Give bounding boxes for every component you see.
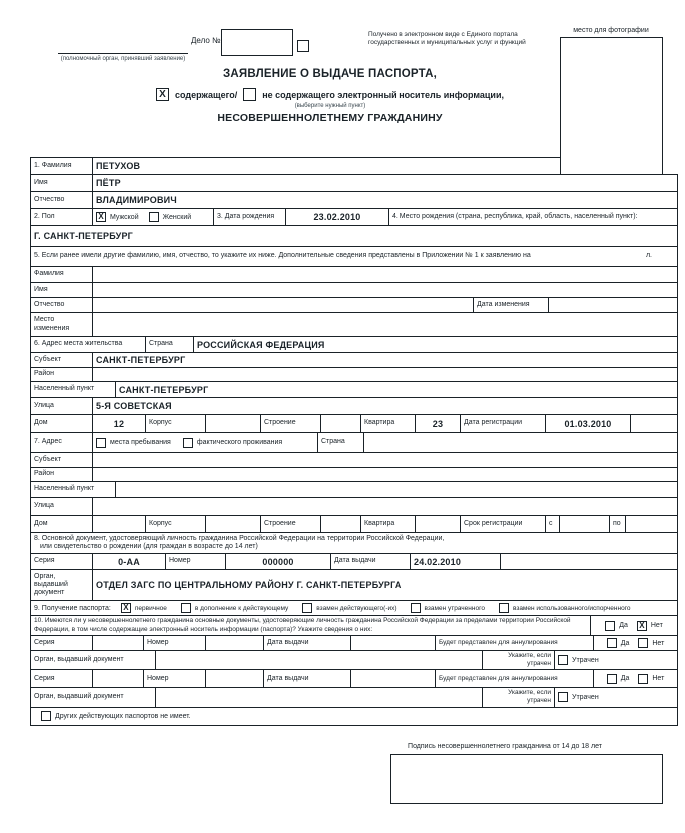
row-sex-birthdate xyxy=(30,208,678,226)
authority-line xyxy=(58,53,188,54)
stay-term-to-value[interactable] xyxy=(626,516,677,532)
egov-note: Получено в электронном виде с Единого портала государственных и муниципальных услуг и функций xyxy=(368,31,526,47)
other-docs-yes-label: Да xyxy=(619,622,628,629)
row-doc-series xyxy=(30,553,678,570)
name-value[interactable]: ПЁТР xyxy=(96,178,121,188)
residence-house-extra xyxy=(631,415,677,432)
otherdoc1-issued-value[interactable] xyxy=(351,636,436,650)
otherdoc1-issuer-value[interactable] xyxy=(156,651,483,669)
name-label: Имя xyxy=(31,175,93,191)
residence-stroenie-label: Строение xyxy=(261,415,321,432)
residence-street-label: Улица xyxy=(31,398,93,414)
otherdoc1-series-label: Серия xyxy=(31,636,93,650)
case-number-label: Дело № xyxy=(191,36,221,45)
stay-country-value[interactable] xyxy=(364,433,677,452)
stay-district-label: Район xyxy=(31,468,93,481)
doc-series-extra xyxy=(501,554,677,569)
stay-korpus-value[interactable] xyxy=(206,516,261,532)
otherdoc1-annul-answer xyxy=(594,636,677,650)
no-other-passports-label: Других действующих паспортов не имеет. xyxy=(55,712,191,720)
receive-additional-label: в дополнение к действующему xyxy=(194,604,289,612)
otherdoc1-issuer-label: Орган, выдавший документ xyxy=(31,651,156,669)
stay-term-from-value[interactable] xyxy=(560,516,610,532)
otherdoc2-annul-answer xyxy=(594,670,677,687)
row-prev-name xyxy=(30,282,678,298)
row-otherdoc1-issuer xyxy=(30,650,678,670)
section8-note-cell xyxy=(31,533,677,553)
sex-female-checkbox[interactable] xyxy=(149,212,159,222)
other-docs-no-checkbox[interactable]: X xyxy=(637,621,647,631)
doc-issuer-label: Орган, выдавший документ xyxy=(31,570,93,600)
section8-note-line1: 8. Основной документ, удостоверяющий личность гражданина Российской Федерации на территории Российской Федерации, xyxy=(34,535,445,542)
actual-place-label: фактического проживания xyxy=(196,439,283,446)
row-residence-street xyxy=(30,397,678,415)
residence-korpus-value[interactable] xyxy=(206,415,261,432)
otherdoc1-issued-label: Дата выдачи xyxy=(264,636,351,650)
otherdoc2-issuer-value[interactable] xyxy=(156,688,483,706)
residence-flat-label: Квартира xyxy=(361,415,416,432)
containing-chip-label: содержащего/ xyxy=(175,89,238,100)
egov-checkbox[interactable] xyxy=(297,40,309,52)
row-change-place xyxy=(30,312,678,337)
other-docs-answer xyxy=(591,616,677,635)
otherdoc1-series-value[interactable] xyxy=(93,636,144,650)
actual-place-checkbox[interactable] xyxy=(183,438,193,448)
otherdoc2-lost-hint: Укажите, если утрачен xyxy=(483,688,555,706)
residence-settlement-label: Населенный пункт xyxy=(31,382,116,397)
otherdoc2-issued-value[interactable] xyxy=(351,670,436,687)
row-patronymic xyxy=(30,191,678,209)
surname-value[interactable]: ПЕТУХОВ xyxy=(96,161,141,171)
residence-subject-value[interactable]: САНКТ-ПЕТЕРБУРГ xyxy=(96,355,186,365)
stay-flat-value[interactable] xyxy=(416,516,461,532)
residence-district-value[interactable] xyxy=(93,368,677,381)
form-title-line2: НЕСОВЕРШЕННОЛЕТНЕМУ ГРАЖДАНИНУ xyxy=(217,112,443,124)
stay-term-to-label: по xyxy=(610,516,626,532)
doc-issuer-value[interactable]: ОТДЕЛ ЗАГС ПО ЦЕНТРАЛЬНОМУ РАЙОНУ Г. САНКТ-ПЕТЕРБУРГА xyxy=(96,580,402,590)
stay-house-value[interactable] xyxy=(93,516,146,532)
otherdoc1-annul-no-checkbox[interactable] xyxy=(638,638,648,648)
receive-primary-label: первичное xyxy=(134,604,167,612)
prev-surname-value[interactable] xyxy=(93,267,677,282)
row-otherdoc2-series xyxy=(30,669,678,688)
residence-subject-label: Субъект xyxy=(31,353,93,367)
row-residence-country xyxy=(30,336,678,353)
row-stay-address xyxy=(30,432,678,453)
form-title-line1: ЗАЯВЛЕНИЕ О ВЫДАЧЕ ПАСПОРТА, xyxy=(223,68,437,80)
residence-street-value[interactable]: 5-Я СОВЕТСКАЯ xyxy=(96,401,172,411)
signature-caption: Подпись несовершеннолетнего гражданина от 14 до 18 лет xyxy=(408,743,602,750)
otherdoc1-annul-no-label: Нет xyxy=(652,639,665,647)
form-title-block xyxy=(30,68,630,124)
not-containing-chip-checkbox[interactable] xyxy=(243,88,256,101)
stay-stroenie-label: Строение xyxy=(261,516,321,532)
row-stay-subject xyxy=(30,452,678,468)
otherdoc1-annul-yes-label: Да xyxy=(620,639,630,647)
sex-options xyxy=(93,209,214,225)
row-residence-settlement xyxy=(30,381,678,398)
otherdoc1-lost-hint: Укажите, если утрачен xyxy=(483,651,555,669)
form-table xyxy=(30,158,678,726)
stay-address-label: 7. Адрес xyxy=(31,433,93,452)
change-date-value[interactable] xyxy=(549,298,677,312)
residence-house-value[interactable]: 12 xyxy=(93,415,146,432)
prev-surname-label: Фамилия xyxy=(31,267,93,282)
otherdoc2-number-value[interactable] xyxy=(206,670,264,687)
otherdoc2-annul-yes-label: Да xyxy=(620,675,630,683)
doc-number-value[interactable]: 000000 xyxy=(226,554,331,569)
doc-issued-label: Дата выдачи xyxy=(331,554,411,569)
row-surname xyxy=(30,157,561,175)
residence-stroenie-value[interactable] xyxy=(321,415,361,432)
stay-settlement-value[interactable] xyxy=(116,482,677,497)
otherdoc1-number-value[interactable] xyxy=(206,636,264,650)
otherdoc2-series-label: Серия xyxy=(31,670,93,687)
stay-street-label: Улица xyxy=(31,498,93,515)
receive-replace-valid-checkbox[interactable] xyxy=(302,603,312,613)
otherdoc2-annul-no-checkbox[interactable] xyxy=(638,674,648,684)
row-stay-district xyxy=(30,467,678,482)
stay-address-options xyxy=(93,433,318,452)
residence-country-value[interactable]: РОССИЙСКАЯ ФЕДЕРАЦИЯ xyxy=(197,339,325,350)
row-otherdoc1-series xyxy=(30,635,678,651)
birthplace-label: 4. Место рождения (страна, республика, край, область, населенный пункт): xyxy=(392,212,638,220)
stay-stroenie-value[interactable] xyxy=(321,516,361,532)
otherdoc2-issuer-label: Орган, выдавший документ xyxy=(31,688,156,706)
row-receive-type xyxy=(30,600,678,616)
otherdoc2-annul-no-label: Нет xyxy=(652,675,665,683)
otherdoc1-lost-checkbox[interactable] xyxy=(558,655,568,665)
section8-note-line2: или свидетельство о рождении (для граждан в возрасте до 14 лет) xyxy=(40,543,258,551)
row-residence-district xyxy=(30,367,678,382)
case-number-field[interactable] xyxy=(221,29,293,56)
residence-regdate-label: Дата регистрации xyxy=(461,415,546,432)
residence-house-label: Дом xyxy=(31,415,93,432)
authority-caption: (полномочный орган, принявший заявление) xyxy=(60,56,186,62)
stay-place-label: места пребывания xyxy=(110,439,171,446)
section5-note-cell xyxy=(31,247,677,266)
otherdoc1-annul-label: Будет представлен для аннулирования xyxy=(436,636,594,650)
change-place-label: Место изменения xyxy=(31,313,93,336)
row-doc-issuer xyxy=(30,569,678,601)
row-section5-note xyxy=(30,246,678,267)
otherdoc2-lost-checkbox[interactable] xyxy=(558,692,568,702)
stay-subject-label: Субъект xyxy=(31,453,93,467)
otherdoc2-annul-yes-checkbox[interactable] xyxy=(607,674,617,684)
otherdoc2-issued-label: Дата выдачи xyxy=(264,670,351,687)
containing-chip-checkbox[interactable]: X xyxy=(156,88,169,101)
residence-settlement-value[interactable]: САНКТ-ПЕТЕРБУРГ xyxy=(119,384,209,395)
other-docs-question: 10. Имеются ли у несовершеннолетнего гражданина основные документы, удостоверяющие личность гражданина Российской Федерации за пределами территории Российской Федерации, в том числе содержащие электронный носитель информации (паспорта)? Укажите сведения о них: xyxy=(31,616,591,635)
no-other-passports-checkbox[interactable] xyxy=(41,711,51,721)
stay-place-checkbox[interactable] xyxy=(96,438,106,448)
choose-option-hint: (выберите нужный пункт) xyxy=(294,103,366,109)
doc-issued-value[interactable]: 24.02.2010 xyxy=(411,554,501,569)
prev-patronymic-label: Отчество xyxy=(31,298,93,312)
stay-district-value[interactable] xyxy=(93,468,677,481)
sex-male-checkbox[interactable]: X xyxy=(96,212,106,222)
otherdoc2-lost-label: Утрачен xyxy=(572,693,599,701)
section5-sheets-label: л. xyxy=(645,252,652,260)
birthdate-value[interactable]: 23.02.2010 xyxy=(286,209,389,225)
photo-placeholder-label: место для фотографии xyxy=(573,27,649,34)
prev-name-label: Имя xyxy=(31,283,93,297)
sex-male-label: Мужской xyxy=(110,213,139,221)
receive-replace-lost-checkbox[interactable] xyxy=(411,603,421,613)
other-docs-yes-checkbox[interactable] xyxy=(605,621,615,631)
stay-flat-label: Квартира xyxy=(361,516,416,532)
patronymic-value[interactable]: ВЛАДИМИРОВИЧ xyxy=(96,195,177,205)
stay-term-from-label: с xyxy=(546,516,560,532)
otherdoc2-annul-label: Будет представлен для аннулирования xyxy=(436,670,594,687)
not-containing-chip-label: не содержащего электронный носитель информации, xyxy=(262,89,504,100)
doc-series-value[interactable]: 0-АА xyxy=(93,554,166,569)
otherdoc1-number-label: Номер xyxy=(144,636,206,650)
surname-label: 1. Фамилия xyxy=(31,158,93,174)
stay-subject-value[interactable] xyxy=(93,453,677,467)
stay-settlement-label: Населенный пункт xyxy=(31,482,116,497)
receive-primary-checkbox[interactable]: X xyxy=(121,603,131,613)
change-place-value[interactable] xyxy=(93,313,677,336)
prev-name-value[interactable] xyxy=(93,283,677,297)
receive-replace-lost-label: взамен утраченного xyxy=(424,604,485,612)
otherdoc1-lost-label: Утрачен xyxy=(572,656,599,664)
sex-female-label: Женский xyxy=(162,213,192,221)
otherdoc1-annul-yes-checkbox[interactable] xyxy=(607,638,617,648)
row-residence-house xyxy=(30,414,678,433)
residence-flat-value[interactable]: 23 xyxy=(416,415,461,432)
row-other-docs-question xyxy=(30,615,678,636)
receive-additional-checkbox[interactable] xyxy=(181,603,191,613)
doc-number-label: Номер xyxy=(166,554,226,569)
section5-note: 5. Если ранее имели другие фамилию, имя, отчество, то укажите их ниже. Дополнительные сведения представлены в Приложении № 1 к заявлению на xyxy=(34,252,531,260)
row-stay-settlement xyxy=(30,481,678,498)
doc-series-label: Серия xyxy=(31,554,93,569)
birthplace-value[interactable]: Г. САНКТ-ПЕТЕРБУРГ xyxy=(34,231,133,241)
receive-type-label: 9. Получение паспорта: xyxy=(34,604,111,612)
residence-country-label: Страна xyxy=(146,337,194,352)
row-no-other-passports xyxy=(30,707,678,726)
receive-replace-used-label: взамен использованного/испорченного xyxy=(512,604,631,612)
stay-term-label: Срок регистрации xyxy=(461,516,546,532)
row-otherdoc2-issuer xyxy=(30,687,678,707)
birthdate-label: 3. Дата рождения xyxy=(214,209,286,225)
change-date-label: Дата изменения xyxy=(474,298,549,312)
prev-patronymic-value[interactable] xyxy=(93,298,474,312)
receive-replace-used-checkbox[interactable] xyxy=(499,603,509,613)
receive-type-cell xyxy=(31,601,677,615)
residence-regdate-value[interactable]: 01.03.2010 xyxy=(546,415,631,432)
signature-box[interactable] xyxy=(390,754,663,804)
row-residence-subject xyxy=(30,352,678,368)
row-section8-note xyxy=(30,532,678,554)
otherdoc2-lost-answer xyxy=(555,688,677,706)
residence-district-label: Район xyxy=(31,368,93,381)
stay-korpus-label: Корпус xyxy=(146,516,206,532)
otherdoc2-number-label: Номер xyxy=(144,670,206,687)
residence-address-label: 6. Адрес места жительства xyxy=(31,337,146,352)
sex-label: 2. Пол xyxy=(31,209,93,225)
otherdoc2-series-value[interactable] xyxy=(93,670,144,687)
stay-house-label: Дом xyxy=(31,516,93,532)
row-stay-street xyxy=(30,497,678,516)
row-birthplace-value xyxy=(30,225,678,247)
row-prev-surname xyxy=(30,266,678,283)
row-stay-house xyxy=(30,515,678,533)
patronymic-label: Отчество xyxy=(31,192,93,208)
residence-korpus-label: Корпус xyxy=(146,415,206,432)
row-prev-patronymic xyxy=(30,297,678,313)
stay-street-value[interactable] xyxy=(93,498,677,515)
receive-replace-valid-label: взамен действующего(-их) xyxy=(316,604,397,612)
row-name xyxy=(30,174,678,192)
no-other-passports-cell xyxy=(31,708,677,725)
other-docs-no-label: Нет xyxy=(650,622,663,629)
stay-country-label: Страна xyxy=(318,433,364,452)
otherdoc1-lost-answer xyxy=(555,651,677,669)
